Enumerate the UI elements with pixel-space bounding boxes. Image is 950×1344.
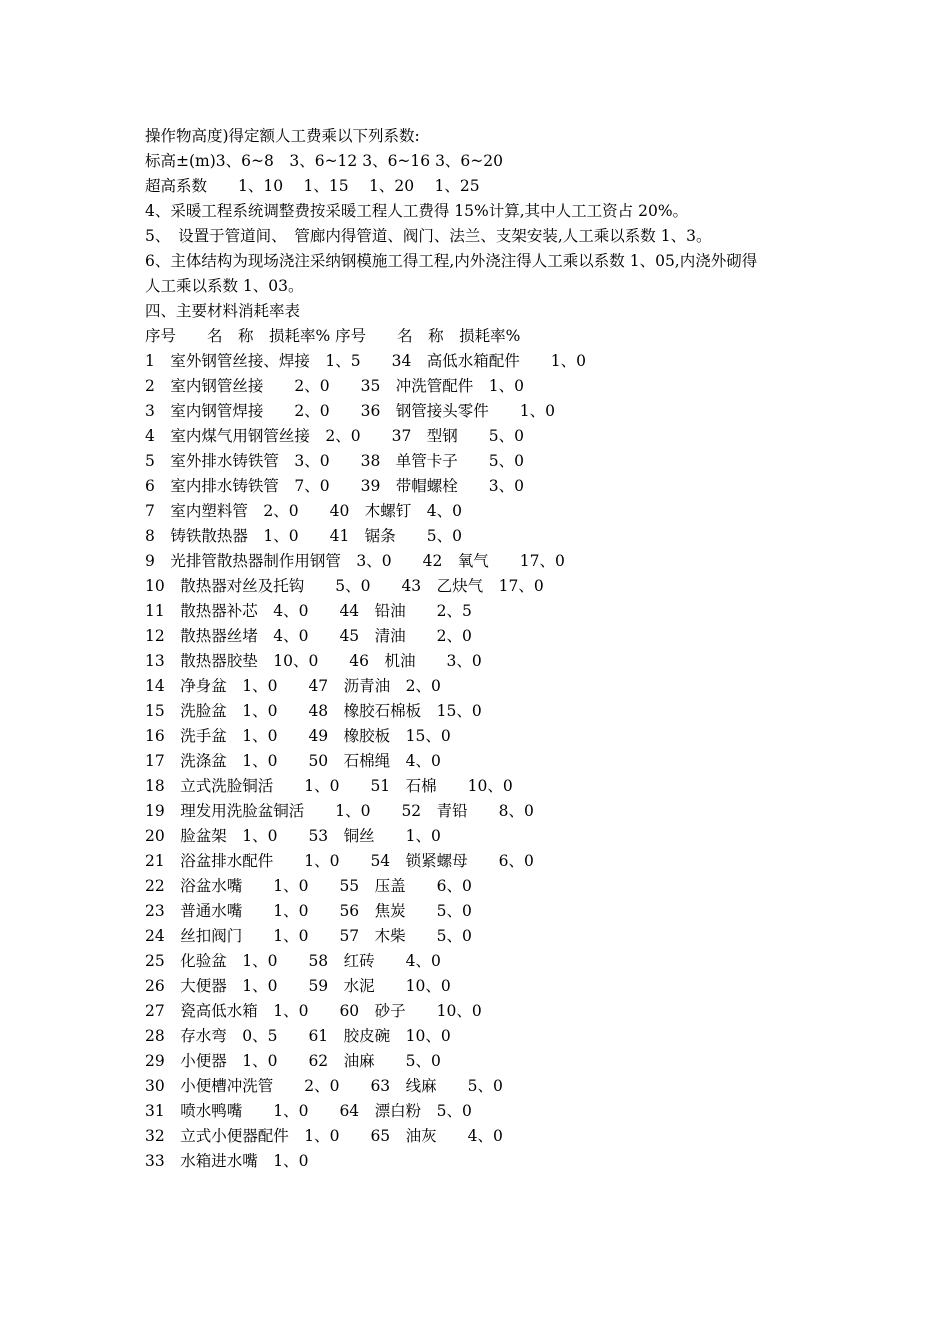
table-row: 1 室外钢管丝接、焊接 1、5 34 高低水箱配件 1、0	[145, 352, 587, 370]
table-row: 6 室内排水铸铁管 7、0 39 带帽螺栓 3、0	[145, 477, 525, 495]
table-row: 32 立式小便器配件 1、0 65 油灰 4、0	[145, 1127, 503, 1145]
table-row: 7 室内塑料管 2、0 40 木螺钉 4、0	[145, 502, 463, 520]
table-header: 序号 名 称 损耗率% 序号 名 称 损耗率%	[145, 327, 521, 345]
table-row: 30 小便槽冲洗管 2、0 63 线麻 5、0	[145, 1077, 503, 1095]
table-row: 17 洗涤盆 1、0 50 石棉绳 4、0	[145, 752, 441, 770]
text-line: 标高±(m)3、6~8 3、6~12 3、6~16 3、6~20	[145, 152, 504, 170]
table-row: 31 喷水鸭嘴 1、0 64 漂白粉 5、0	[145, 1102, 472, 1120]
text-line: 超高系数 1、10 1、15 1、20 1、25	[145, 177, 480, 195]
table-row: 22 浴盆水嘴 1、0 55 压盖 6、0	[145, 877, 472, 895]
table-row: 18 立式洗脸铜活 1、0 51 石棉 10、0	[145, 777, 513, 795]
table-row: 26 大便器 1、0 59 水泥 10、0	[145, 977, 451, 995]
table-row: 23 普通水嘴 1、0 56 焦炭 5、0	[145, 902, 472, 920]
text-line: 操作物高度)得定额人工费乘以下列系数:	[145, 127, 420, 145]
table-row: 28 存水弯 0、5 61 胶皮碗 10、0	[145, 1027, 451, 1045]
table-row: 13 散热器胶垫 10、0 46 机油 3、0	[145, 652, 482, 670]
table-row: 5 室外排水铸铁管 3、0 38 单管卡子 5、0	[145, 452, 525, 470]
table-row: 20 脸盆架 1、0 53 铜丝 1、0	[145, 827, 441, 845]
table-row: 27 瓷高低水箱 1、0 60 砂子 10、0	[145, 1002, 482, 1020]
table-row: 9 光排管散热器制作用钢管 3、0 42 氧气 17、0	[145, 552, 565, 570]
table-row: 19 理发用洗脸盆铜活 1、0 52 青铅 8、0	[145, 802, 534, 820]
table-row: 12 散热器丝堵 4、0 45 清油 2、0	[145, 627, 472, 645]
text-line: 6、主体结构为现场浇注采纳钢模施工得工程,内外浇注得人工乘以系数 1、05,内浇外砌得	[145, 252, 758, 270]
table-row: 29 小便器 1、0 62 油麻 5、0	[145, 1052, 441, 1070]
text-line: 5、 设置于管道间、 管廊内得管道、阀门、法兰、支架安装,人工乘以系数 1、3。	[145, 227, 712, 245]
table-row: 16 洗手盆 1、0 49 橡胶板 15、0	[145, 727, 451, 745]
table-row: 15 洗脸盆 1、0 48 橡胶石棉板 15、0	[145, 702, 482, 720]
table-row: 33 水箱进水嘴 1、0	[145, 1152, 309, 1170]
table-row: 11 散热器补芯 4、0 44 铅油 2、5	[145, 602, 472, 620]
table-row: 2 室内钢管丝接 2、0 35 冲洗管配件 1、0	[145, 377, 525, 395]
table-row: 3 室内钢管焊接 2、0 36 钢管接头零件 1、0	[145, 402, 556, 420]
text-line: 4、采暖工程系统调整费按采暖工程人工费得 15%计算,其中人工工资占 20%。	[145, 202, 689, 220]
text-line: 人工乘以系数 1、03。	[145, 277, 304, 295]
table-row: 24 丝扣阀门 1、0 57 木柴 5、0	[145, 927, 472, 945]
table-row: 4 室内煤气用钢管丝接 2、0 37 型钢 5、0	[145, 427, 525, 445]
table-row: 8 铸铁散热器 1、0 41 锯条 5、0	[145, 527, 463, 545]
document-page	[145, 124, 825, 1174]
table-row: 21 浴盆排水配件 1、0 54 锁紧螺母 6、0	[145, 852, 534, 870]
table-row: 25 化验盆 1、0 58 红砖 4、0	[145, 952, 441, 970]
table-row: 14 净身盆 1、0 47 沥青油 2、0	[145, 677, 441, 695]
section-heading: 四、主要材料消耗率表	[145, 302, 301, 320]
table-row: 10 散热器对丝及托钩 5、0 43 乙炔气 17、0	[145, 577, 544, 595]
